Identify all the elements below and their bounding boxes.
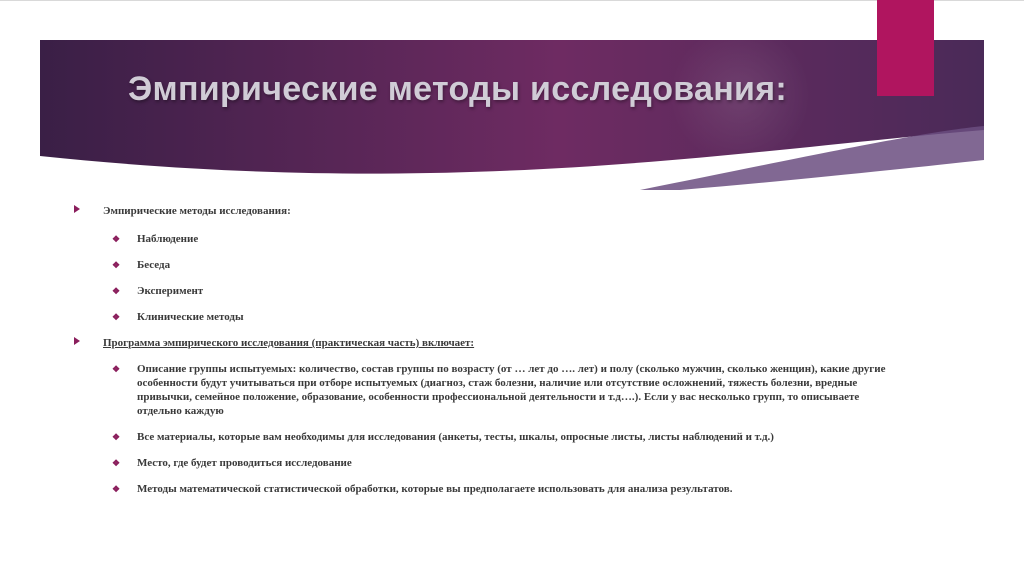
list-item-text: Место, где будет проводиться исследование bbox=[137, 457, 352, 469]
list-item bbox=[70, 456, 950, 470]
list-item bbox=[70, 258, 950, 272]
diamond-bullet-icon: ❖ bbox=[112, 458, 121, 468]
list-item bbox=[70, 284, 950, 298]
list-item-text: Беседа bbox=[137, 259, 171, 271]
diamond-bullet-icon: ❖ bbox=[112, 286, 121, 296]
list-item-text: Все материалы, которые вам необходимы для исследования (анкеты, тесты, шкалы, опросные листы, листы наблюдений и т.д.) bbox=[137, 431, 774, 443]
list-item-text: Описание группы испытуемых: количество, состав группы по возрасту (от … лет до …. лет) и полу (сколько мужчин, сколько женщин), какие другие особенности будут учитываться при отборе испытуемых (диагноз, стаж болезни, наличие или отсутствие осложнений, тяжесть болезни, вредные привычки, семейное положение, образование, особенности профессиональной деятельности и т.д….). Если у вас несколько групп, то описываете отдельно каждую bbox=[137, 363, 886, 417]
diamond-bullet-icon: ❖ bbox=[112, 312, 121, 322]
slide-title: Эмпирические методы исследования: bbox=[128, 70, 788, 108]
slide-content bbox=[70, 198, 950, 496]
triangle-bullet-icon bbox=[74, 205, 80, 213]
diamond-bullet-icon: ❖ bbox=[112, 484, 121, 494]
list-item-text: Методы математической статистической обработки, которые вы предполагаете использовать для анализа результатов. bbox=[137, 483, 733, 495]
top-divider bbox=[0, 0, 1024, 1]
section-label: Эмпирические методы исследования: bbox=[103, 205, 291, 217]
list-item bbox=[70, 310, 950, 324]
list-item-text: Наблюдение bbox=[137, 233, 199, 245]
triangle-bullet-icon bbox=[74, 337, 80, 345]
list-item bbox=[70, 482, 950, 496]
section-heading-program bbox=[70, 336, 950, 350]
list-item bbox=[70, 362, 897, 418]
title-banner bbox=[40, 40, 984, 190]
diamond-bullet-icon: ❖ bbox=[112, 364, 121, 374]
diamond-bullet-icon: ❖ bbox=[112, 260, 121, 270]
section-heading-methods bbox=[70, 204, 950, 218]
list-item bbox=[70, 232, 950, 246]
diamond-bullet-icon: ❖ bbox=[112, 432, 121, 442]
list-item-text: Эксперимент bbox=[137, 285, 204, 297]
section-label: Программа эмпирического исследования (практическая часть) включает: bbox=[103, 337, 475, 349]
list-item bbox=[70, 430, 950, 444]
accent-tab bbox=[877, 0, 934, 96]
list-item-text: Клинические методы bbox=[137, 311, 244, 323]
diamond-bullet-icon: ❖ bbox=[112, 234, 121, 244]
banner-background bbox=[40, 40, 984, 190]
